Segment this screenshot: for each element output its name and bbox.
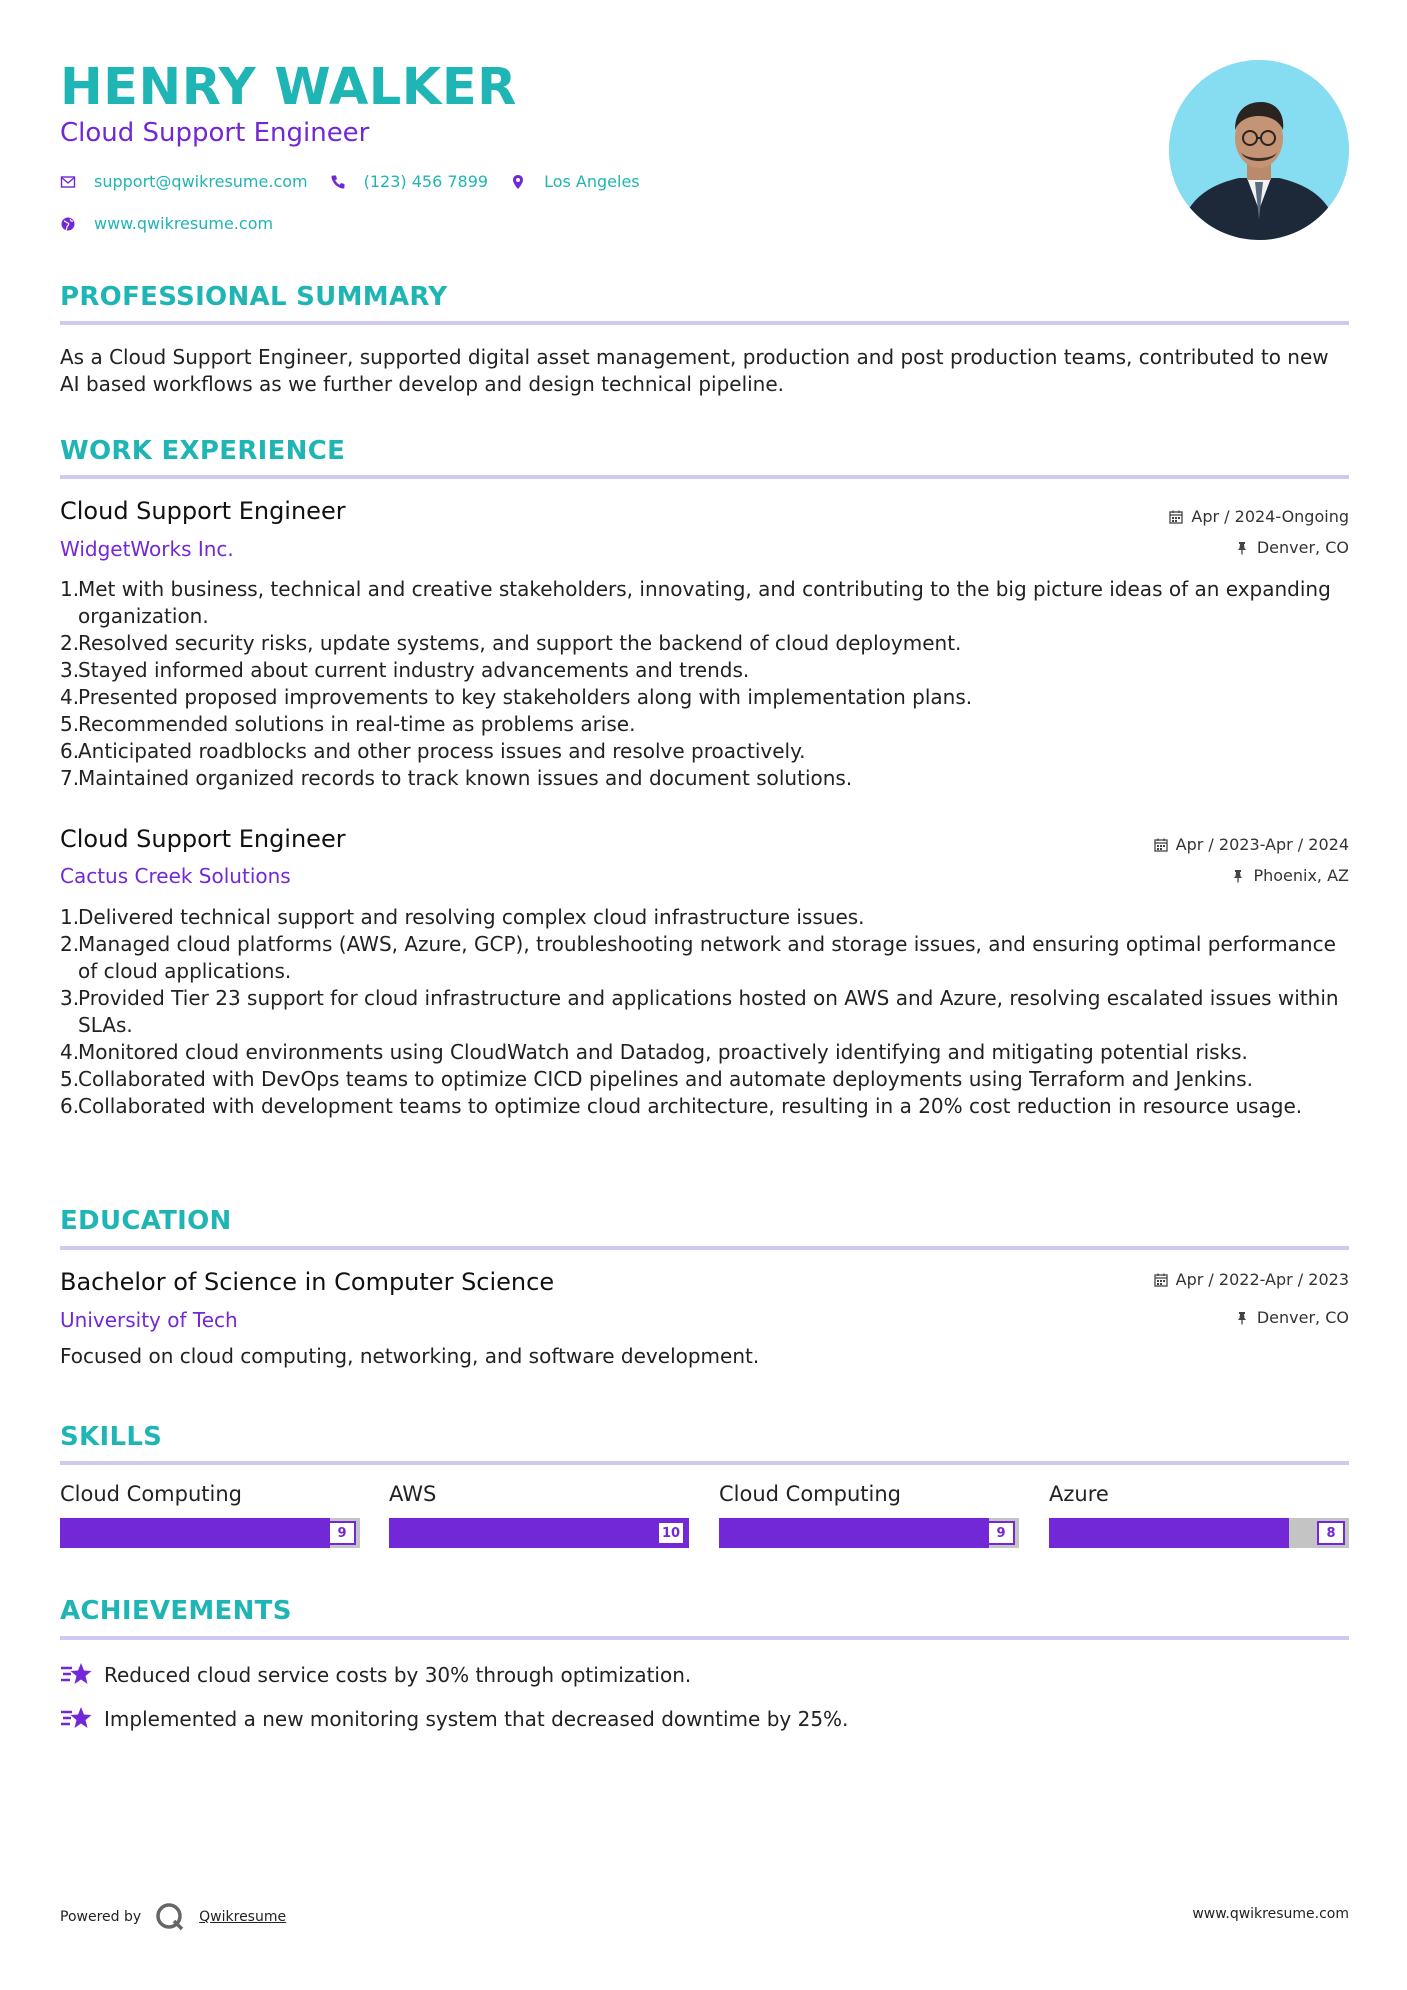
degree-title: Bachelor of Science in Computer Science (60, 1268, 555, 1296)
skill-name: Azure (1049, 1482, 1109, 1506)
education-description: Focused on cloud computing, networking, and software development. (60, 1344, 760, 1368)
contact-row-2 (60, 214, 295, 233)
education-heading: EDUCATION (60, 1206, 232, 1236)
summary-heading: PROFESSIONAL SUMMARY (60, 282, 448, 312)
pushpin-icon (1235, 1311, 1249, 1325)
job-dates (1169, 507, 1349, 526)
footer-website[interactable]: www.qwikresume.com (1192, 1906, 1349, 1922)
job-location (1231, 866, 1349, 885)
achievements-divider (60, 1636, 1349, 1640)
location-text: Los Angeles (544, 172, 640, 191)
bullet-item: 1. Delivered technical support and resolving complex cloud infrastructure issues. (60, 905, 865, 929)
pushpin-icon (1235, 541, 1249, 555)
job-bullets (60, 576, 1352, 792)
qwikresume-logo-icon (155, 1902, 185, 1932)
job-location-text: Denver, CO (1256, 538, 1349, 557)
contact-row (60, 172, 662, 191)
job-location-text: Phoenix, AZ (1253, 866, 1349, 885)
skill-item (389, 1482, 689, 1548)
skill-item (60, 1482, 360, 1548)
website-text: www.qwikresume.com (94, 214, 274, 233)
achievements-heading: ACHIEVEMENTS (60, 1596, 292, 1626)
skill-level-badge: 9 (328, 1521, 356, 1545)
skill-name: Cloud Computing (719, 1482, 901, 1506)
powered-by-text: Powered by (60, 1909, 142, 1925)
experience-divider (60, 475, 1349, 479)
phone-item[interactable] (330, 172, 488, 191)
education-dates-text: Apr / 2022-Apr / 2023 (1175, 1270, 1349, 1289)
skill-level-badge: 9 (987, 1521, 1015, 1545)
achievement-item (60, 1660, 691, 1690)
education-dates (1154, 1270, 1349, 1289)
job-location (1235, 538, 1349, 557)
skill-bar (719, 1518, 1019, 1548)
job-dates-text: Apr / 2024-Ongoing (1191, 507, 1349, 526)
experience-heading: WORK EXPERIENCE (60, 436, 346, 466)
skill-name: AWS (389, 1482, 437, 1506)
bullet-item: 2. Resolved security risks, update systems, and support the backend of cloud deployment. (60, 631, 962, 655)
company-name: Cactus Creek Solutions (60, 864, 291, 888)
skill-fill (1049, 1518, 1289, 1548)
skill-name: Cloud Computing (60, 1482, 242, 1506)
bullet-item: 1. Met with business, technical and creative stakeholders, innovating, and contributing to the big picture ideas of an expanding organization. (60, 577, 1331, 628)
bullet-item: 5. Recommended solutions in real-time as problems arise. (60, 712, 636, 736)
skill-fill (719, 1518, 989, 1548)
location-item (510, 172, 640, 191)
bullet-item: 3. Provided Tier 23 support for cloud infrastructure and applications hosted on AWS and Azure, resolving escalated issues within SLAs. (60, 986, 1339, 1037)
envelope-icon (60, 174, 76, 190)
pushpin-icon (1231, 869, 1245, 883)
skill-fill (389, 1518, 689, 1548)
bullet-item: 2. Managed cloud platforms (AWS, Azure, GCP), troubleshooting network and storage issues, and ensuring optimal performance of cloud applications. (60, 932, 1336, 983)
skills-heading: SKILLS (60, 1422, 163, 1452)
bullet-item: 4. Presented proposed improvements to key stakeholders along with implementation plans. (60, 685, 973, 709)
skill-fill (60, 1518, 330, 1548)
achievement-text: Reduced cloud service costs by 30% through optimization. (104, 1663, 692, 1687)
bullet-item: 6. Anticipated roadblocks and other process issues and resolve proactively. (60, 739, 806, 763)
skills-divider (60, 1461, 1349, 1465)
phone-icon (330, 174, 346, 190)
education-location (1235, 1308, 1349, 1327)
candidate-role: Cloud Support Engineer (60, 118, 370, 148)
school-name: University of Tech (60, 1308, 238, 1332)
calendar-icon (1154, 838, 1168, 852)
job-title: Cloud Support Engineer (60, 825, 346, 853)
achievement-item (60, 1704, 848, 1734)
brand-link[interactable]: Qwikresume (199, 1909, 287, 1925)
skill-bar (389, 1518, 689, 1548)
calendar-icon (1169, 510, 1183, 524)
bullet-item: 3. Stayed informed about current industry advancements and trends. (60, 658, 750, 682)
bullet-item: 4. Monitored cloud environments using CloudWatch and Datadog, proactively identifying and mitigating potential risks. (60, 1040, 1248, 1064)
bullet-item: 5. Collaborated with DevOps teams to optimize CICD pipelines and automate deployments using Terraform and Jenkins. (60, 1067, 1253, 1091)
education-location-text: Denver, CO (1256, 1308, 1349, 1327)
skill-bar (60, 1518, 360, 1548)
bullet-item: 7. Maintained organized records to track known issues and document solutions. (60, 766, 853, 790)
summary-divider (60, 321, 1349, 325)
email-item[interactable] (60, 172, 308, 191)
shooting-star-icon (60, 1704, 92, 1734)
shooting-star-icon (60, 1660, 92, 1690)
company-name: WidgetWorks Inc. (60, 537, 234, 561)
skill-level-badge: 8 (1317, 1521, 1345, 1545)
footer-powered-by (60, 1902, 286, 1932)
skill-bar (1049, 1518, 1349, 1548)
calendar-icon (1154, 1273, 1168, 1287)
job-bullets (60, 904, 1352, 1120)
achievement-text: Implemented a new monitoring system that decreased downtime by 25%. (104, 1707, 849, 1731)
skill-level-badge: 10 (657, 1521, 685, 1545)
phone-text: (123) 456 7899 (363, 172, 489, 191)
globe-icon (60, 216, 76, 232)
candidate-name: HENRY WALKER (60, 58, 517, 117)
skill-item (1049, 1482, 1349, 1548)
job-dates-text: Apr / 2023-Apr / 2024 (1175, 835, 1349, 854)
job-dates (1154, 835, 1349, 854)
profile-photo (1169, 60, 1349, 240)
map-pin-icon (510, 174, 526, 190)
website-item[interactable] (60, 214, 273, 233)
email-text: support@qwikresume.com (94, 172, 308, 191)
education-divider (60, 1246, 1349, 1250)
job-title: Cloud Support Engineer (60, 497, 346, 525)
bullet-item: 6. Collaborated with development teams to optimize cloud architecture, resulting in a 20% cost reduction in resource usage. (60, 1094, 1303, 1118)
skill-item (719, 1482, 1019, 1548)
summary-text: As a Cloud Support Engineer, supported digital asset management, production and post production teams, contributed to new AI based workflows as we further develop and design technical pipeline. (60, 345, 1329, 396)
